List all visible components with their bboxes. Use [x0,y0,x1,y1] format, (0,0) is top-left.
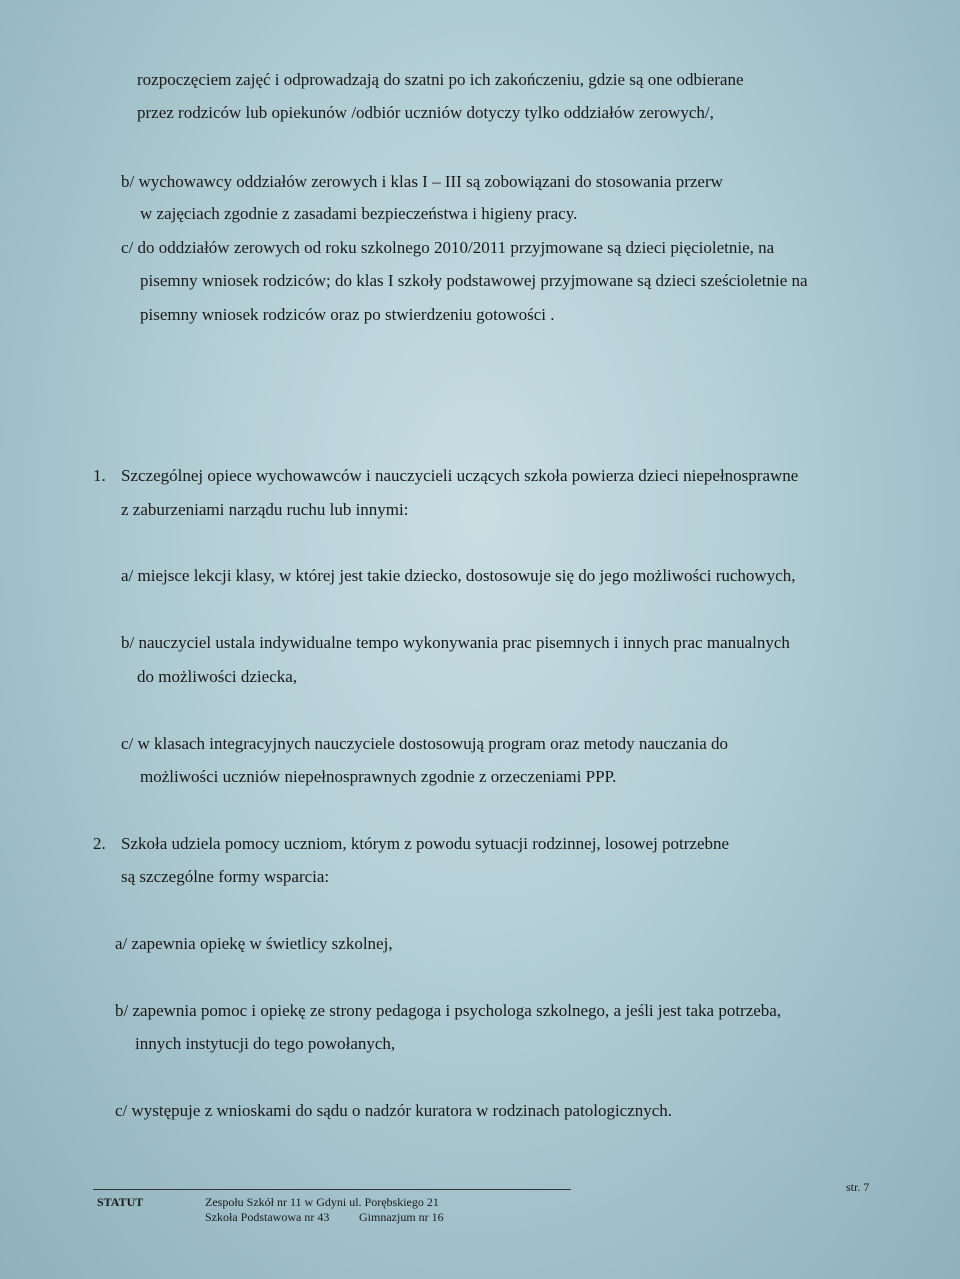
footer-organization: Zespołu Szkół nr 11 w Gdyni ul. Porębskiego 21 [205,1195,439,1209]
list-item-c: c/ do oddziałów zerowych od roku szkolnego 2010/2011 przyjmowane są dzieci pięcioletnie, na [121,238,775,257]
list-item-b-cont: do możliwości dziecka, [137,667,298,686]
list-item-b-cont: innych instytucji do tego powołanych, [135,1034,396,1053]
paragraph-line: rozpoczęciem zajęć i odprowadzają do szatni po ich zakończeniu, gdzie są one odbierane [137,70,744,89]
list-item-c-cont: możliwości uczniów niepełnosprawnych zgodnie z orzeczeniami PPP. [140,767,617,786]
list-item-a: a/ miejsce lekcji klasy, w której jest takie dziecko, dostosowuje się do jego możliwości ruchowych, [121,566,796,585]
list-item-b: b/ nauczyciel ustala indywidualne tempo wykonywania prac pisemnych i innych prac manualnych [121,633,790,652]
section-text: są szczególne formy wsparcia: [121,867,330,886]
page-number: str. 7 [846,1180,870,1194]
section-text: Szkoła udziela pomocy uczniom, którym z powodu sytuacji rodzinnej, losowej potrzebne [121,834,730,853]
list-item-b-cont: w zajęciach zgodnie z zasadami bezpieczeństwa i higieny pracy. [140,204,578,223]
section-number: 2. [93,834,106,853]
list-item-a: a/ zapewnia opiekę w świetlicy szkolnej, [115,934,393,953]
list-item-b: b/ zapewnia pomoc i opiekę ze strony pedagoga i psychologa szkolnego, a jeśli jest taka potrzeba, [115,1001,782,1020]
list-item-c-cont: pisemny wniosek rodziców; do klas I szkoły podstawowej przyjmowane są dzieci sześcioletnie na [140,271,808,290]
footer-statut: STATUT [97,1195,144,1209]
list-item-b: b/ wychowawcy oddziałów zerowych i klas I – III są zobowiązani do stosowania przerw [121,172,723,191]
footer-rule [93,1189,571,1190]
section-text: Szczególnej opiece wychowawców i nauczycieli uczących szkoła powierza dzieci niepełnosprawne [121,466,799,485]
list-item-c: c/ występuje z wnioskami do sądu o nadzór kuratora w rodzinach patologicznych. [115,1101,673,1120]
footer-school-gimnazjum: Gimnazjum nr 16 [359,1210,444,1224]
list-item-c: c/ w klasach integracyjnych nauczyciele dostosowują program oraz metody nauczania do [121,734,729,753]
section-text: z zaburzeniami narządu ruchu lub innymi: [121,500,409,519]
list-item-c-cont: pisemny wniosek rodziców oraz po stwierdzeniu gotowości . [140,305,555,324]
footer-school-primary: Szkoła Podstawowa nr 43 [205,1210,330,1224]
paragraph-line: przez rodziców lub opiekunów /odbiór uczniów dotyczy tylko oddziałów zerowych/, [137,103,714,122]
section-number: 1. [93,466,106,485]
